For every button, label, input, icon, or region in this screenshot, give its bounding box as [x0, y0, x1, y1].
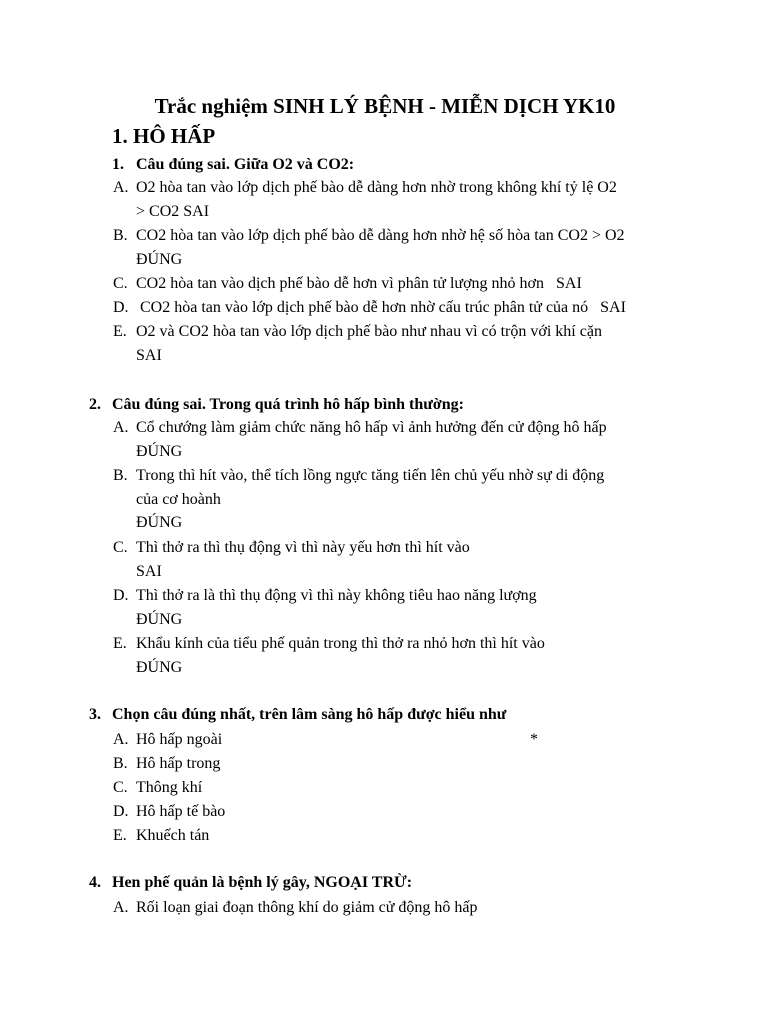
option-text: SAI: [136, 347, 162, 364]
option-text: của cơ hoành: [136, 491, 221, 508]
option-letter: E.: [113, 635, 127, 652]
option-text: > CO2 SAI: [136, 203, 210, 220]
question-text: Chọn câu đúng nhất, trên lâm sàng hô hấp được hiểu như: [112, 706, 507, 723]
option-letter: D.: [113, 803, 129, 820]
option-text: Cổ chướng làm giảm chức năng hô hấp vì ảnh hưởng đến cử động hô hấp: [136, 419, 607, 436]
option-letter: B.: [113, 467, 128, 484]
option-text: Rối loạn giai đoạn thông khí do giảm cử động hô hấp: [136, 899, 478, 916]
option-text: Hô hấp ngoài: [136, 731, 223, 748]
option-letter: B.: [113, 227, 128, 244]
option-letter: E.: [113, 323, 127, 340]
option-text: Thì thở ra thì thụ động vì thì này yếu hơn thì hít vào: [136, 539, 470, 556]
option-text: Khẩu kính của tiểu phế quản trong thì thở ra nhỏ hơn thì hít vào: [136, 635, 545, 652]
option-letter: D.: [113, 299, 129, 316]
option-letter: A.: [113, 179, 129, 196]
document-title: Trắc nghiệm SINH LÝ BỆNH - MIỄN DỊCH YK10: [154, 94, 616, 118]
option-text: O2 và CO2 hòa tan vào lớp dịch phế bào như nhau vì có trộn với khí cặn: [136, 323, 602, 340]
option-text: Thì thở ra là thì thụ động vì thì này không tiêu hao năng lượng: [136, 587, 537, 604]
option-text: ĐÚNG: [136, 251, 183, 268]
option-text: ĐÚNG: [136, 443, 183, 460]
option-letter: C.: [113, 539, 128, 556]
option-text: SAI: [136, 563, 162, 580]
option-text: CO2 hòa tan vào dịch phế bào dễ hơn vì phân tử lượng nhỏ hơn SAI: [136, 275, 582, 292]
option-letter: E.: [113, 827, 127, 844]
option-letter: C.: [113, 275, 128, 292]
question-number: 2.: [89, 396, 101, 413]
option-text: ĐÚNG: [136, 659, 183, 676]
option-letter: A.: [113, 419, 129, 436]
question-number: 4.: [89, 874, 101, 891]
option-letter: A.: [113, 731, 129, 748]
question-number: 3.: [89, 706, 101, 723]
option-text: ĐÚNG: [136, 514, 183, 531]
option-letter: D.: [113, 587, 129, 604]
option-text: O2 hòa tan vào lớp dịch phế bào dễ dàng hơn nhờ trong không khí tỷ lệ O2: [136, 179, 617, 196]
option-letter: A.: [113, 899, 129, 916]
option-text: Thông khí: [136, 779, 203, 796]
option-letter: C.: [113, 779, 128, 796]
option-text: ĐÚNG: [136, 611, 183, 628]
option-text: CO2 hòa tan vào lớp dịch phế bào dễ hơn nhờ cấu trúc phân tử của nó SAI: [136, 299, 626, 316]
question-text: Câu đúng sai. Trong quá trình hô hấp bình thường:: [112, 396, 464, 413]
question-text: Câu đúng sai. Giữa O2 và CO2:: [136, 156, 355, 173]
option-text: CO2 hòa tan vào lớp dịch phế bào dễ dàng hơn nhờ hệ số hòa tan CO2 > O2: [136, 227, 625, 244]
question-number: 1.: [112, 156, 124, 173]
option-text: Trong thì hít vào, thể tích lồng ngực tăng tiến lên chủ yếu nhờ sự di động: [136, 467, 605, 484]
question-text: Hen phế quản là bệnh lý gây, NGOẠI TRỪ:: [112, 874, 413, 891]
answer-mark: *: [530, 731, 538, 748]
option-text: Khuếch tán: [136, 827, 210, 844]
option-text: Hô hấp trong: [136, 755, 221, 772]
option-letter: B.: [113, 755, 128, 772]
section-heading: 1. HÔ HẤP: [112, 124, 216, 148]
option-text: Hô hấp tế bào: [136, 803, 226, 820]
